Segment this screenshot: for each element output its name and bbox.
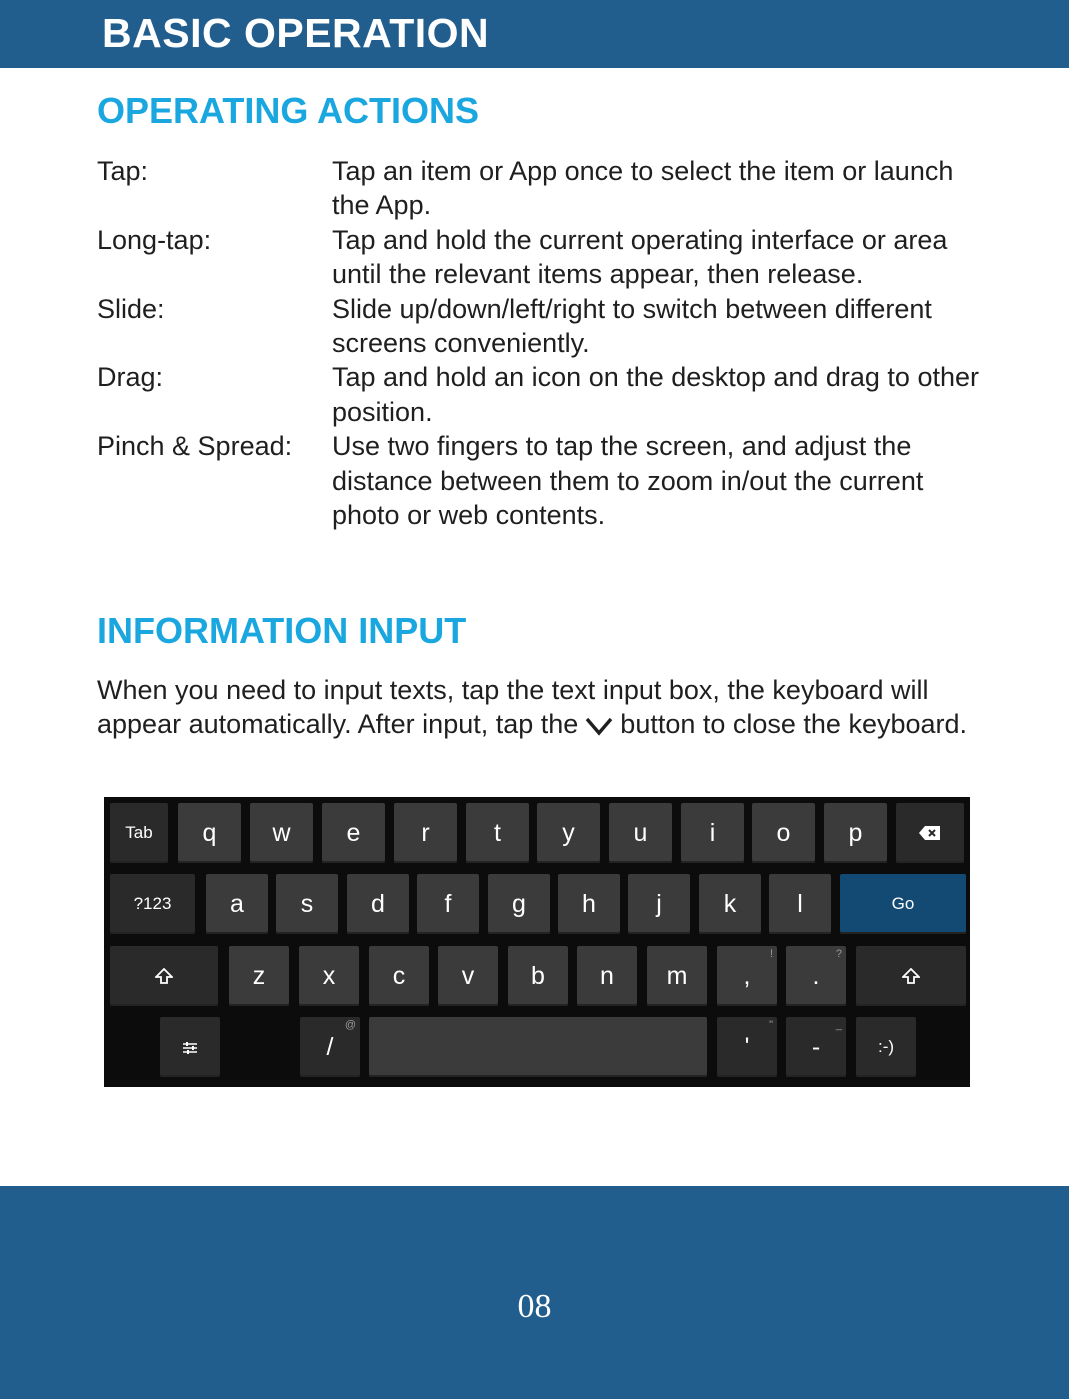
key-b[interactable]: b — [508, 946, 568, 1006]
key-v[interactable]: v — [438, 946, 498, 1006]
key-t[interactable]: t — [466, 803, 529, 863]
key-s[interactable]: s — [276, 874, 338, 934]
key-apostrophe-hint: " — [769, 1019, 773, 1031]
key-comma-label: , — [743, 961, 751, 990]
key-f[interactable]: f — [417, 874, 479, 934]
key-g[interactable]: g — [488, 874, 550, 934]
key-hyphen-hint: _ — [835, 1019, 842, 1031]
key-slash-hint: @ — [344, 1019, 356, 1031]
key-p[interactable]: p — [824, 803, 887, 863]
action-tap — [97, 154, 997, 223]
key-y[interactable]: y — [537, 803, 600, 863]
key-shift-left[interactable] — [110, 946, 218, 1006]
key-slash[interactable] — [300, 1017, 360, 1077]
information-input-title: INFORMATION INPUT — [97, 610, 467, 651]
key-hyphen-label: - — [811, 1032, 821, 1061]
key-l[interactable]: l — [769, 874, 831, 934]
key-apostrophe[interactable] — [717, 1017, 777, 1077]
key-apostrophe-label: ' — [744, 1032, 750, 1061]
key-smiley[interactable]: :-) — [856, 1017, 916, 1077]
backspace-icon — [918, 819, 942, 848]
key-r[interactable]: r — [394, 803, 457, 863]
key-w[interactable]: w — [250, 803, 313, 863]
shift-icon — [155, 962, 173, 991]
key-a[interactable]: a — [206, 874, 268, 934]
action-desc: Tap an item or App once to select the item or launch the App. — [332, 156, 954, 221]
key-comma[interactable] — [717, 946, 777, 1006]
chevron-down-icon — [584, 711, 614, 745]
action-drag — [97, 360, 997, 429]
key-c[interactable]: c — [369, 946, 429, 1006]
key-space[interactable] — [369, 1017, 707, 1077]
key-i[interactable]: i — [681, 803, 744, 863]
key-backspace[interactable] — [896, 803, 964, 863]
key-k[interactable]: k — [699, 874, 761, 934]
key-period[interactable] — [786, 946, 846, 1006]
action-long-tap — [97, 223, 997, 292]
action-term: Long-tap: — [97, 224, 212, 255]
action-desc: Tap and hold an icon on the desktop and drag to other position. — [332, 362, 979, 427]
key-e[interactable]: e — [322, 803, 385, 863]
key-m[interactable]: m — [647, 946, 707, 1006]
info-text-after: button to close the keyboard. — [620, 709, 968, 739]
key-d[interactable]: d — [347, 874, 409, 934]
key-tab[interactable]: Tab — [110, 803, 168, 863]
action-desc: Tap and hold the current operating interface or area until the relevant items appear, then release. — [332, 224, 948, 290]
key-shift-right[interactable] — [856, 946, 966, 1006]
settings-icon — [182, 1033, 198, 1062]
key-period-hint: ? — [835, 948, 842, 960]
action-term: Drag: — [97, 362, 164, 393]
action-slide — [97, 292, 997, 361]
action-term: Tap: — [97, 156, 149, 186]
action-desc: Use two fingers to tap the screen, and adjust the distance between them to zoom in/out the current photo or web contents. — [332, 431, 924, 531]
page-number: 08 — [517, 1288, 552, 1325]
action-pinch-spread — [97, 429, 997, 532]
operating-actions-list — [97, 154, 997, 532]
key-n[interactable]: n — [577, 946, 637, 1006]
information-input-text — [97, 673, 987, 745]
key-o[interactable]: o — [752, 803, 815, 863]
key-settings[interactable] — [160, 1017, 220, 1077]
operating-actions-title: OPERATING ACTIONS — [97, 90, 480, 131]
key-slash-label: / — [326, 1032, 334, 1061]
key-go[interactable]: Go — [840, 874, 966, 934]
info-text-before: When you need to input texts, tap the text input box, the keyboard will appear automatically. After input, tap the — [97, 675, 929, 739]
shift-icon — [902, 962, 920, 991]
key-j[interactable]: j — [628, 874, 690, 934]
page-header — [0, 0, 1069, 68]
key-q[interactable]: q — [178, 803, 241, 863]
key-hyphen[interactable] — [786, 1017, 846, 1077]
key-u[interactable]: u — [609, 803, 672, 863]
key-symbols[interactable]: ?123 — [110, 874, 195, 934]
key-period-label: . — [812, 961, 820, 990]
action-desc: Slide up/down/left/right to switch between different screens conveniently. — [332, 293, 932, 359]
action-term: Pinch & Spread: — [97, 431, 293, 462]
key-z[interactable]: z — [229, 946, 289, 1006]
header-title: BASIC OPERATION — [102, 10, 490, 56]
key-x[interactable]: x — [299, 946, 359, 1006]
on-screen-keyboard — [104, 797, 970, 1087]
key-comma-hint: ! — [769, 948, 773, 960]
key-h[interactable]: h — [558, 874, 620, 934]
action-term: Slide: — [97, 293, 165, 324]
